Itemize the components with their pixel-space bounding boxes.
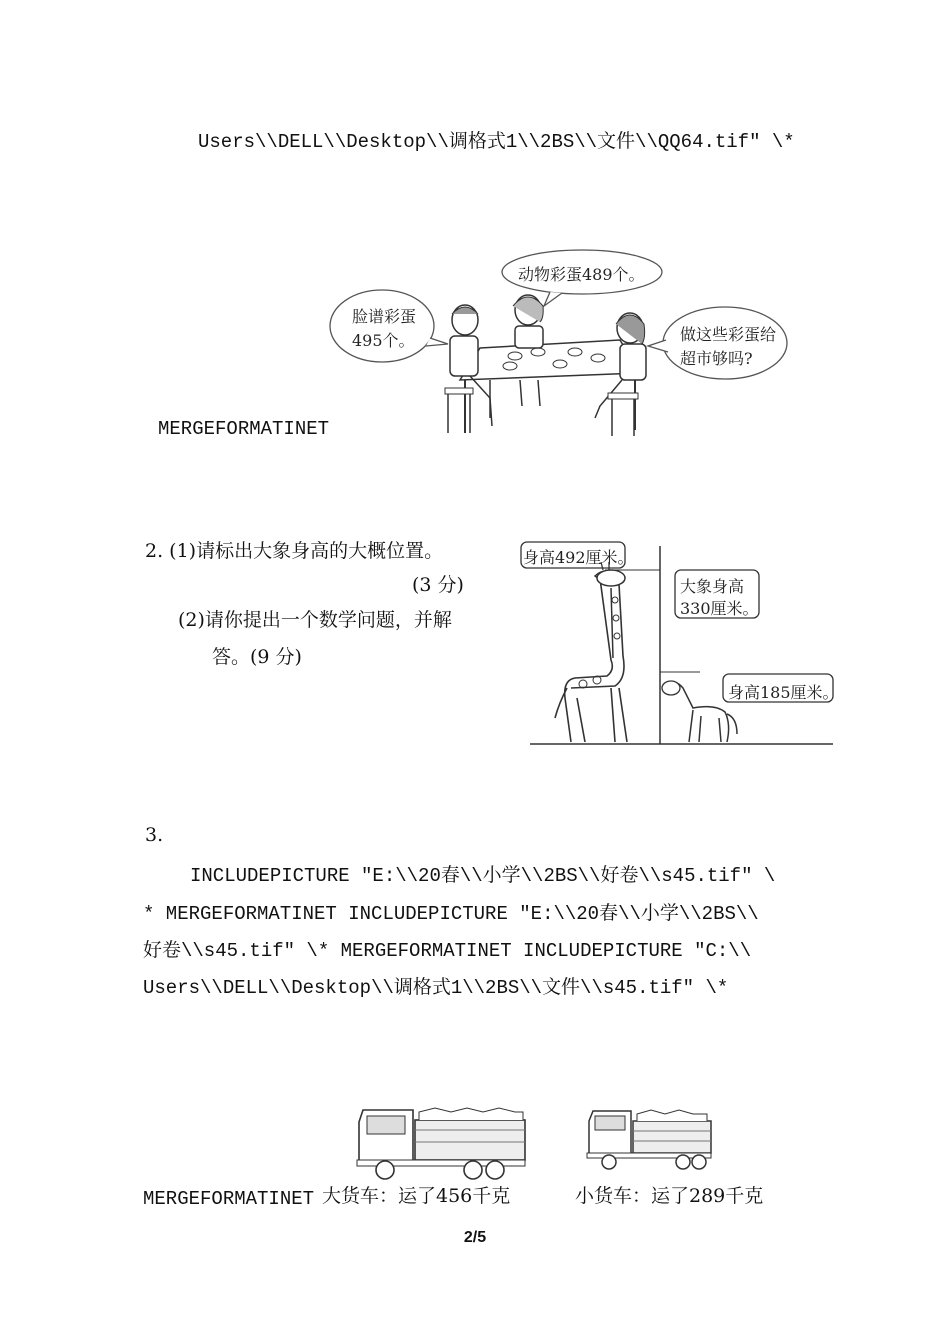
middle-bubble-text: 动物彩蛋489个。 <box>518 265 645 284</box>
q2-part2-cont: 答。(9 分) <box>212 646 302 668</box>
height-comparison-illustration <box>515 538 835 748</box>
q1-merge-field: MERGEFORMATINET <box>158 418 330 440</box>
left-bubble-line2: 495个。 <box>352 331 415 350</box>
right-bubble-line1: 做这些彩蛋给 <box>680 325 777 344</box>
q3-number: 3. <box>145 824 164 846</box>
small-truck-illustration <box>585 1105 715 1171</box>
left-bubble-line1: 脸谱彩蛋 <box>352 307 417 326</box>
big-truck-illustration <box>355 1102 530 1180</box>
small-truck-caption: 小货车：运了289千克 <box>575 1185 764 1207</box>
q2-score1: (3 分) <box>412 574 464 596</box>
elephant-height-label-line1: 大象身高 <box>680 577 745 596</box>
q3-include-line1: INCLUDEPICTURE "E:\\20春\\小学\\2BS\\好卷\\s45.tif" \ <box>190 865 776 887</box>
q3-include-line4: Users\\DELL\\Desktop\\调格式1\\2BS\\文件\\s45.tif" \* <box>143 977 729 999</box>
q3-merge-field: MERGEFORMATINET <box>143 1188 315 1210</box>
giraffe-height-label: 身高492厘米。 <box>523 548 634 567</box>
q3-include-line3: 好卷\\s45.tif" \* MERGEFORMATINET INCLUDEPICTURE "C:\\ <box>143 940 752 962</box>
horse-height-label: 身高185厘米。 <box>728 683 839 702</box>
q2-part2: (2)请你提出一个数学问题，并解 <box>178 609 452 631</box>
page-number: 2/5 <box>463 1229 487 1246</box>
big-truck-caption: 大货车：运了456千克 <box>322 1185 511 1207</box>
include-path-line: Users\\DELL\\Desktop\\调格式1\\2BS\\文件\\QQ64.tif" \* <box>198 131 795 153</box>
q3-include-line2: * MERGEFORMATINET INCLUDEPICTURE "E:\\20春\\小学\\2BS\\ <box>143 903 759 925</box>
q2-part1: 2. (1)请标出大象身高的大概位置。 <box>145 540 444 562</box>
right-bubble-line2: 超市够吗? <box>680 349 753 368</box>
elephant-height-label-line2: 330厘米。 <box>680 599 759 618</box>
